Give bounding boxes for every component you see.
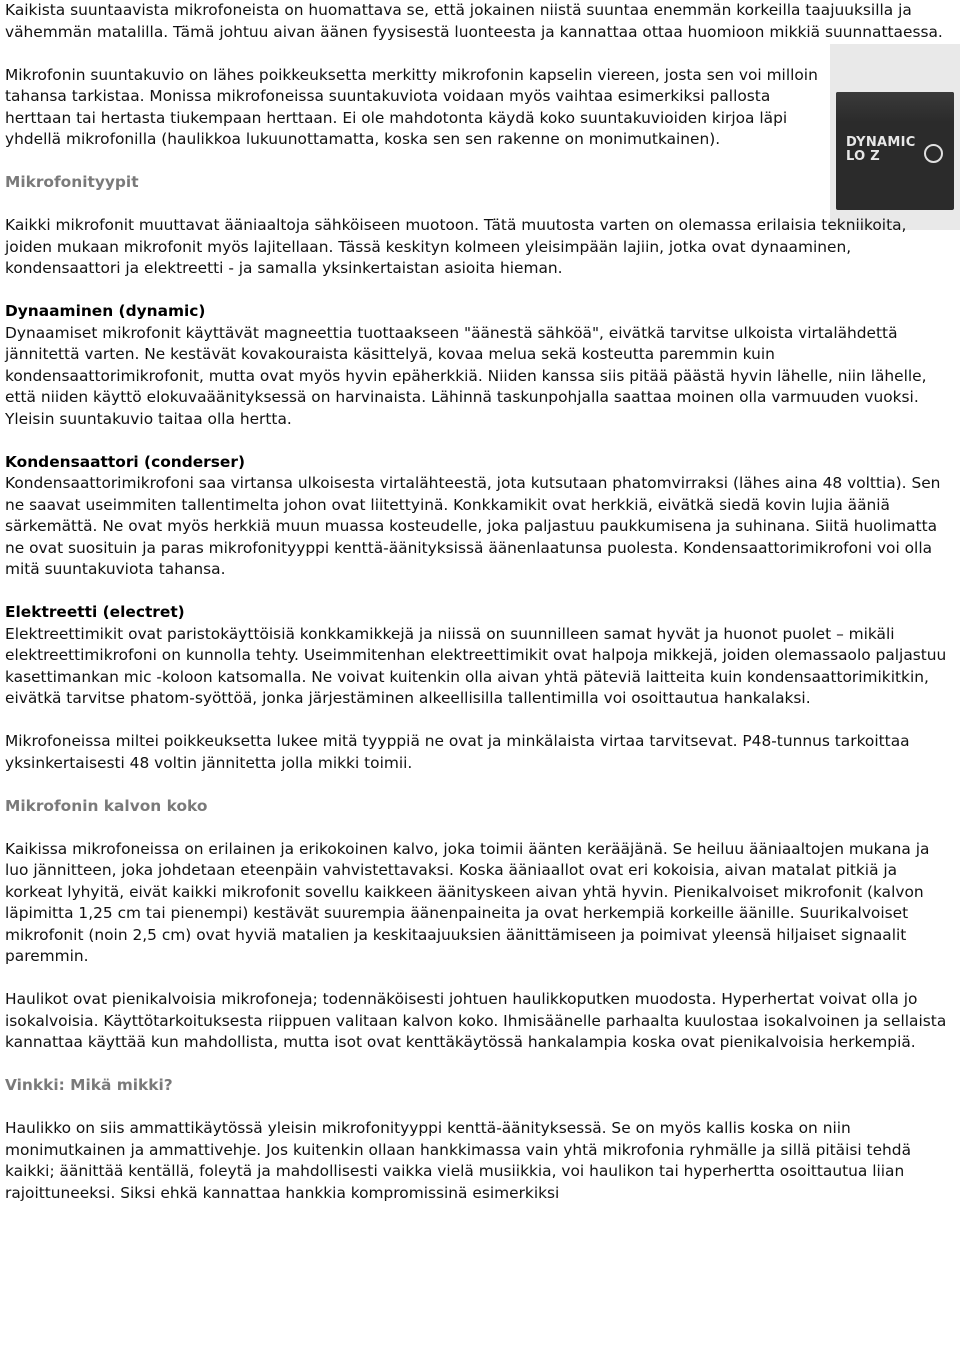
section-title-membrane-size: Mikrofonin kalvon koko <box>5 796 208 815</box>
intro-paragraph-1: Kaikista suuntaavista mikrofoneista on huomattava se, että jokainen niistä suuntaa enemmän korkeilla taajuuksilla ja vähemmän matalilla. Tämä johtuu aivan äänen fyysisestä luonteesta ja kannattaa ottaa huomioon mikkiä suunnattaessa. <box>5 1 943 41</box>
photo-label-line2: LO Z <box>846 149 881 164</box>
spacer <box>5 774 953 796</box>
spacer <box>5 1054 953 1076</box>
membrane-paragraph-1: Kaikissa mikrofoneissa on erilainen ja erikokoinen kalvo, joka toimii äänten kerääjänä. Se heiluu ääniaaltojen mukana ja luo jännitteen, joka johdetaan eteenpäin vahvistettavaksi. Koska ääniaallot ovat eri kokoisia, aivan matalat pitkiä ja korkeat lyhyitä, eivät kaikki mikrofonit sovellu kaikkeen äänityskeen aivan yhtä hyvin. Pienikalvoiset mikrofonit (kalvon läpimitta 1,25 cm tai pienempi) kestävät suurempia äänenpaineita ja ovat herkempiä korkeille äänille. Suurikalvoiset mikrofonit (noin 2,5 cm) ovat hyviä matalien ja keskitaajuuksien äänittämiseen ja poimivat yleensä hiljaiset signaalit paremmin. <box>5 839 930 965</box>
section-title-microphone-types: Mikrofonityypit <box>5 173 139 191</box>
spacer <box>5 581 953 603</box>
electret-paragraph: Elektreettimikit ovat paristokäyttöisiä konkkamikkejä ja niissä on suunnilleen samat hyvät ja huonot puolet – mikäli elektreettimikrofoni on kunnolla tehty. Useimmitenhan elektreettimikit ovat halpoja mikkejä, joiden olemassaolo paljastuu kasettimankan mic -koloon katsomalla. Ne voivat kuitenkin olla aivan yhtä päteviä laitteita kuin kondensaattorimikitkin, eivätkä tarvitse phatom-syöttöä, jonka järjestäminen alkeellisilla tallentimilla voi osoittautua hankalaksi. <box>5 624 947 707</box>
heading-condenser: Kondensaattori (conderser) <box>5 452 245 471</box>
microphone-types-paragraph: Kaikki mikrofonit muuttavat ääniaaltoja sähköiseen muotoon. Tätä muutosta varten on olemassa erilaisia tekniikoita, joiden mukaan mikrofonit myös lajitellaan. Tässä keskityn kolmeen yleisimpään lajiin, jotka ovat dynaaminen, kondensaattori ja elektreetti - ja samalla yksinkertaistan asioita hieman. <box>5 216 907 277</box>
spacer <box>5 194 953 216</box>
intro-paragraph-2: Mikrofonin suuntakuvio on lähes poikkeuksetta merkitty mikrofonin kapselin viereen, josta sen voi milloin tahansa tarkistaa. Monissa mikrofoneissa suuntakuviota voidaan myös vaihtaa esimerkiksi pallosta herttaan tai hertasta tiukempaan herttaan. Ei ole mahdotonta käydä koko suuntakuvioiden kirjoa läpi yhdellä mikrofonilla (haulikkoa lukuunottamatta, koska sen sen rakenne on monimutkainen). <box>5 65 818 148</box>
spacer <box>5 43 953 65</box>
condenser-paragraph: Kondensaattorimikrofoni saa virtansa ulkoisesta virtalähteestä, jota kutsutaan phatomvirraksi (lähes aina 48 volttia). Sen ne saavat useimmiten tallentimelta johon ovat liitettyinä. Konkkamikit ovat herkkiä, eivätkä siedä kovin lujia ääniä särkemättä. Ne ovat myös herkkiä muun muassa kosteudelle, joka paljastuu paukkumisena ja suhinana. Siitä huolimatta ne ovat suosituin ja paras mikrofonityyppi kenttä-äänityksissä äänenlaatunsa puolesta. Kondensaattorimikrofoni voi olla mitä suuntakuviota tahansa. <box>5 474 941 578</box>
spacer <box>5 817 953 839</box>
spacer <box>5 430 953 452</box>
spacer <box>5 968 953 990</box>
spacer <box>5 280 953 302</box>
tip-paragraph: Haulikko on siis ammattikäytössä yleisin mikrofonityyppi kenttä-äänityksessä. Se on myös kallis koska on niin monimutkainen ja ammattivehje. Jos kuitenkin ollaan hankkimassa vain yhtä mikrofonia ryhmälle ja sillä pitäisi tehdä kaikki; äänittää kentällä, foleytä ja mahdollisesti vaikka vielä musiikkia, voi haulikon tai hyperhertta osoittautua liian rajoittuneeksi. Siksi ehkä kannattaa hankkia kompromissinä esimerkiksi <box>5 1119 912 1202</box>
heading-electret: Elektreetti (electret) <box>5 603 185 621</box>
electret-note-paragraph: Mikrofoneissa miltei poikkeuksetta lukee mitä tyyppiä ne ovat ja minkälaista virtaa tarvitsevat. P48-tunnus tarkoittaa yksinkertaisesti 48 voltin jännitetta jolla mikki toimii. <box>5 732 910 772</box>
heading-dynamic: Dynaaminen (dynamic) <box>5 302 206 320</box>
document-page <box>5 0 953 1204</box>
spacer <box>5 151 953 173</box>
membrane-paragraph-2: Haulikot ovat pienikalvoisia mikrofoneja; todennäköisesti johtuen haulikkoputken muodosta. Hyperhertat voivat olla jo isokalvoisia. Käyttötarkoituksesta riippuen valitaan kalvon koko. Ihmisäänelle parhaalta kuulostaa isokalvoinen ja sellaista kannattaa käyttää kun mahdollista, mutta isot ovat kenttäkäytössä hankalampia koska ovat pienikalvoisia herkempiä. <box>5 990 947 1051</box>
spacer <box>5 710 953 732</box>
dynamic-paragraph: Dynaamiset mikrofonit käyttävät magneettia tuottaakseen "äänestä sähköä", eivätkä tarvitse ulkoista virtalähdettä jännitettä varten. Ne kestävät kovakouraista käsittelyä, kovaa melua sekä kosteutta paremmin kuin kondensaattorimikrofonit, mutta ovat myös hyvin epäherkkiä. Niiden kanssa siis pitää päästä hyvin lähelle, niin lähelle, että niiden käyttö elokuvaäänityksessä on harvinaista. Lähinnä taskunpohjalla saattaa moinen olla varmuuden vuoksi. Yleisin suuntakuvio taitaa olla hertta. <box>5 323 927 428</box>
section-title-tip: Vinkki: Mikä mikki? <box>5 1076 173 1094</box>
photo-label-line1: DYNAMIC <box>846 135 916 150</box>
spacer <box>5 1097 953 1119</box>
